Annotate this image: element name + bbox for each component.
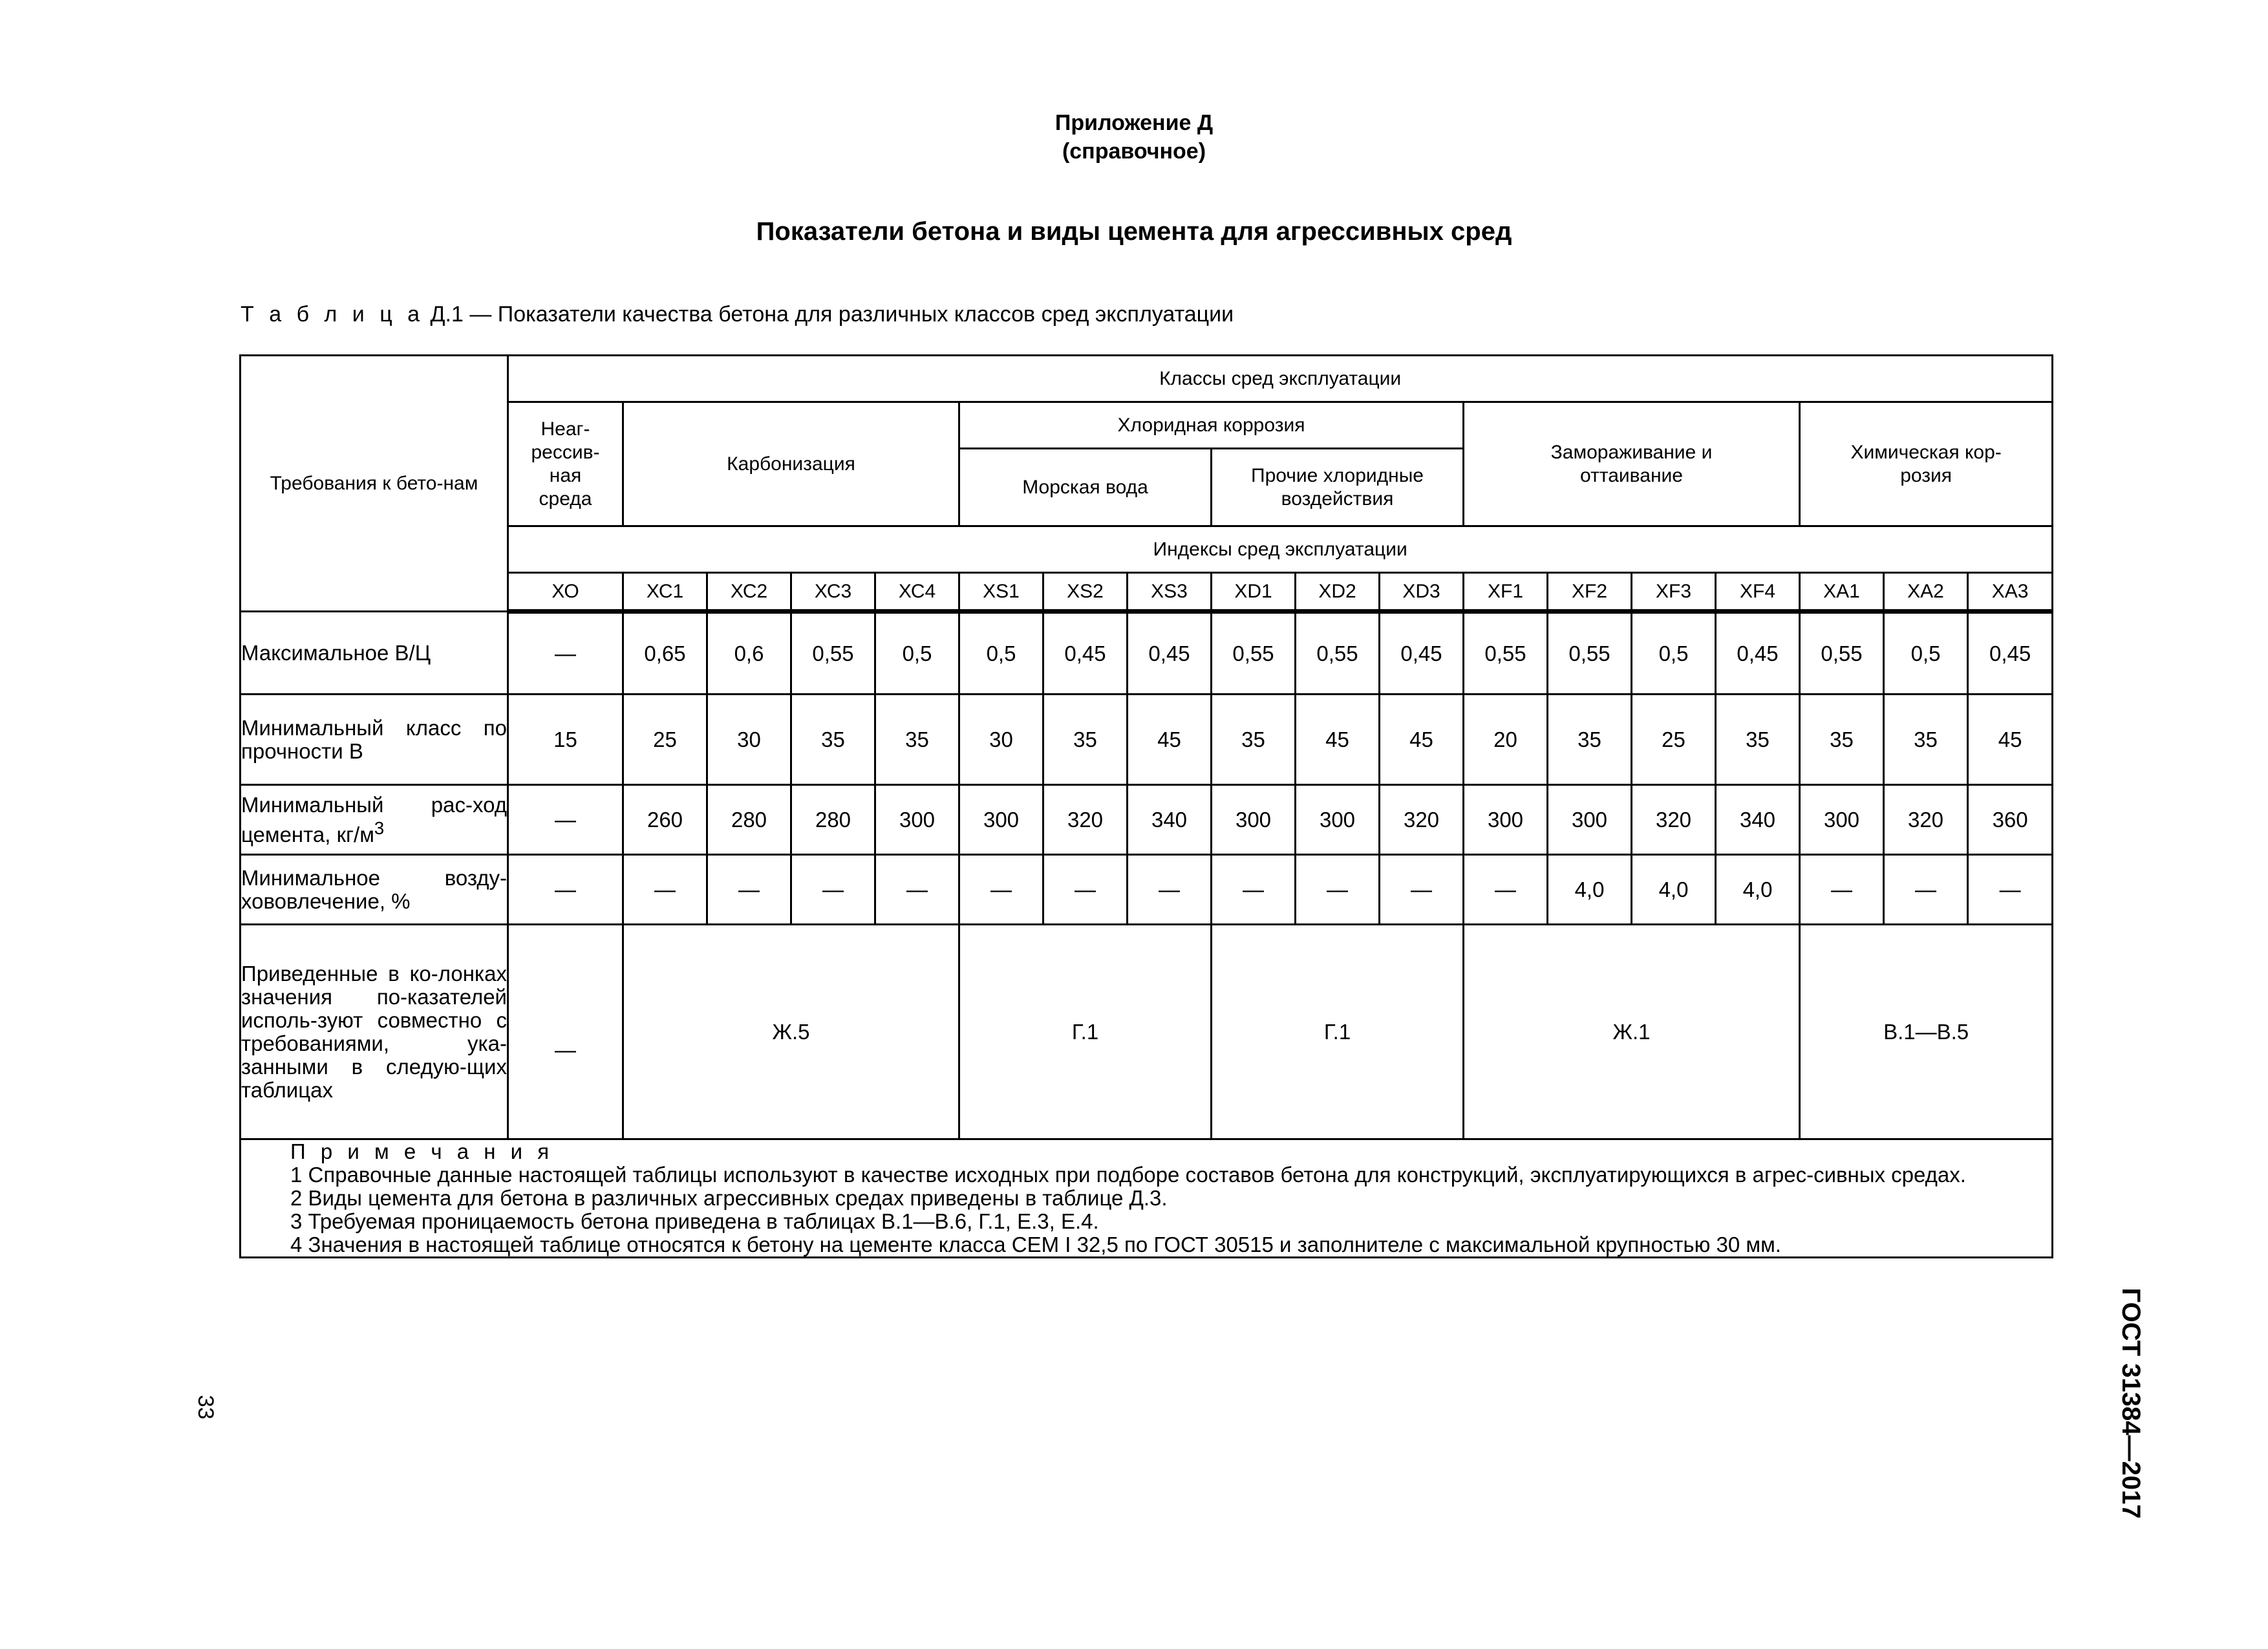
- row-label: Минимальное возду-хововлечение, %: [241, 855, 508, 925]
- table-cell: 300: [1296, 785, 1380, 855]
- table-cell: 300: [1212, 785, 1296, 855]
- index-code: ХС3: [791, 573, 875, 612]
- table-cell: —: [707, 855, 791, 925]
- table-cell: 320: [1043, 785, 1128, 855]
- table-cell: —: [959, 855, 1043, 925]
- index-code: ХС2: [707, 573, 791, 612]
- table-cell: 340: [1128, 785, 1212, 855]
- table-cell: 0,5: [1884, 612, 1968, 695]
- table-cell: 320: [1632, 785, 1716, 855]
- notes: [241, 1139, 2053, 1258]
- table-cell: 35: [791, 695, 875, 785]
- row-label-text: Минимальный рас-ход цемента, кг/м: [241, 792, 507, 846]
- index-code: XD2: [1296, 573, 1380, 612]
- table-cell: —: [1800, 855, 1884, 925]
- carbonization-header: Карбонизация: [623, 402, 959, 526]
- table-cell: 35: [1212, 695, 1296, 785]
- table-cell: —: [508, 855, 623, 925]
- table-cell: 45: [1296, 695, 1380, 785]
- table-cell: —: [1968, 855, 2053, 925]
- table-cell: 45: [1380, 695, 1464, 785]
- table-cell: —: [1380, 855, 1464, 925]
- other-chloride-header: Прочие хлоридные воздействия: [1212, 449, 1464, 526]
- table-cell: 35: [1884, 695, 1968, 785]
- table-cell: 25: [1632, 695, 1716, 785]
- table-cell: 0,5: [875, 612, 959, 695]
- table-cell: —: [508, 925, 623, 1139]
- table-cell: 300: [1800, 785, 1884, 855]
- table-cell: 0,55: [1212, 612, 1296, 695]
- table-cell: 20: [1464, 695, 1548, 785]
- table-cell: 0,5: [1632, 612, 1716, 695]
- non-aggressive-header: Неаг-рессив-ная среда: [508, 402, 623, 526]
- table-cell: 0,55: [791, 612, 875, 695]
- table-cell: —: [508, 785, 623, 855]
- table-cell: 4,0: [1548, 855, 1632, 925]
- index-code: XD1: [1212, 573, 1296, 612]
- table-cell: —: [1212, 855, 1296, 925]
- table-cell: 0,5: [959, 612, 1043, 695]
- table-cell: 35: [875, 695, 959, 785]
- row-label: Приведенные в ко-лонках значения по-казателей исполь-зуют совместно с требованиями, ука-занными в следую-щих таблицах: [241, 925, 508, 1139]
- page-title: Показатели бетона и виды цемента для агрессивных сред: [756, 217, 1512, 246]
- standard-designation: ГОСТ 31384—2017: [2117, 1288, 2145, 1519]
- table-cell: 320: [1380, 785, 1464, 855]
- table-cell: 0,45: [1043, 612, 1128, 695]
- table-cell: 320: [1884, 785, 1968, 855]
- concrete-requirements-table: [239, 354, 2053, 1258]
- index-code: XF4: [1716, 573, 1800, 612]
- row-label: Минимальный класс по прочности В: [241, 695, 508, 785]
- annex-type: (справочное): [1062, 139, 1206, 164]
- index-code: XS1: [959, 573, 1043, 612]
- classes-header: Классы сред эксплуатации: [508, 356, 2053, 402]
- table-cell: 0,55: [1464, 612, 1548, 695]
- table-cell: —: [1296, 855, 1380, 925]
- requirements-header: Требования к бето-нам: [241, 356, 508, 612]
- table-cell: 15: [508, 695, 623, 785]
- table-cell: 30: [707, 695, 791, 785]
- table-caption-label: Т а б л и ц а: [241, 302, 425, 327]
- table-cell: —: [1128, 855, 1212, 925]
- table-cell: Ж.5: [623, 925, 959, 1139]
- table-cell: —: [791, 855, 875, 925]
- index-code: ХА1: [1800, 573, 1884, 612]
- table-cell: 300: [1464, 785, 1548, 855]
- table-cell: —: [1043, 855, 1128, 925]
- table-cell: 0,45: [1128, 612, 1212, 695]
- indices-header: Индексы сред эксплуатации: [508, 526, 2053, 573]
- index-code: XS2: [1043, 573, 1128, 612]
- table-cell: 280: [707, 785, 791, 855]
- index-code: ХО: [508, 573, 623, 612]
- notes-row: [241, 1139, 2053, 1258]
- table-row: [241, 925, 2053, 1139]
- index-code: ХС4: [875, 573, 959, 612]
- table-cell: 0,45: [1968, 612, 2053, 695]
- index-code: ХА3: [1968, 573, 2053, 612]
- table-cell: 300: [1548, 785, 1632, 855]
- table-cell: —: [875, 855, 959, 925]
- table-caption-text: Д.1 — Показатели качества бетона для различных классов сред эксплуатации: [424, 302, 1234, 327]
- table-row: [241, 695, 2053, 785]
- table-cell: 35: [1548, 695, 1632, 785]
- index-code: XF2: [1548, 573, 1632, 612]
- index-code: ХС1: [623, 573, 707, 612]
- table-cell: 300: [875, 785, 959, 855]
- table-cell: Г.1: [1212, 925, 1464, 1139]
- table-caption: [241, 300, 1234, 329]
- table-cell: —: [1884, 855, 1968, 925]
- table-cell: 260: [623, 785, 707, 855]
- sea-water-header: Морская вода: [959, 449, 1212, 526]
- index-code: XF3: [1632, 573, 1716, 612]
- table-cell: 360: [1968, 785, 2053, 855]
- table-cell: 0,55: [1296, 612, 1380, 695]
- note-item: 1 Справочные данные настоящей таблицы используют в качестве исходных при подборе составов бетона для конструкций, эксплуатирующихся в агрес-сивных средах.: [290, 1163, 1966, 1187]
- row-label: Максимальное В/Ц: [241, 612, 508, 695]
- table-cell: 340: [1716, 785, 1800, 855]
- chemical-header: Химическая кор-розия: [1800, 402, 2053, 526]
- note-item: 3 Требуемая проницаемость бетона приведена в таблицах В.1—В.6, Г.1, Е.3, Е.4.: [290, 1209, 1099, 1233]
- index-code: ХА2: [1884, 573, 1968, 612]
- table-cell: 4,0: [1716, 855, 1800, 925]
- table-cell: —: [1464, 855, 1548, 925]
- table-cell: 0,45: [1380, 612, 1464, 695]
- note-item: 2 Виды цемента для бетона в различных агрессивных средах приведены в таблице Д.3.: [290, 1186, 1168, 1210]
- table-cell: 25: [623, 695, 707, 785]
- row-label: [241, 785, 508, 855]
- index-code: XF1: [1464, 573, 1548, 612]
- table-cell: 0,6: [707, 612, 791, 695]
- table-cell: 4,0: [1632, 855, 1716, 925]
- index-code: XS3: [1128, 573, 1212, 612]
- table-cell: Г.1: [959, 925, 1212, 1139]
- table-row: [241, 855, 2053, 925]
- notes-title: П р и м е ч а н и я: [290, 1139, 554, 1163]
- table-cell: 0,55: [1800, 612, 1884, 695]
- row-label-superscript: 3: [374, 817, 385, 838]
- table-cell: В.1—В.5: [1800, 925, 2053, 1139]
- freezing-header: Замораживание и оттаивание: [1464, 402, 1800, 526]
- annex-title: Приложение Д: [1054, 111, 1214, 135]
- table-row: [241, 785, 2053, 855]
- table-cell: 45: [1968, 695, 2053, 785]
- table-cell: —: [623, 855, 707, 925]
- table-cell: 0,65: [623, 612, 707, 695]
- note-item: 4 Значения в настоящей таблице относятся к бетону на цементе класса CEM I 32,5 по ГОСТ 30515 и заполнителе с максимальной крупностью 30 мм.: [290, 1233, 1781, 1256]
- table-cell: 35: [1043, 695, 1128, 785]
- table-cell: —: [508, 612, 623, 695]
- table-cell: 300: [959, 785, 1043, 855]
- table-cell: 35: [1800, 695, 1884, 785]
- table-cell: 0,45: [1716, 612, 1800, 695]
- table-cell: 0,55: [1548, 612, 1632, 695]
- page-number: 33: [193, 1395, 218, 1419]
- table-cell: 30: [959, 695, 1043, 785]
- table-row: [241, 612, 2053, 695]
- table-cell: 35: [1716, 695, 1800, 785]
- table-cell: Ж.1: [1464, 925, 1800, 1139]
- index-code: XD3: [1380, 573, 1464, 612]
- table-cell: 45: [1128, 695, 1212, 785]
- chloride-header: Хлоридная коррозия: [959, 402, 1464, 449]
- table-cell: 280: [791, 785, 875, 855]
